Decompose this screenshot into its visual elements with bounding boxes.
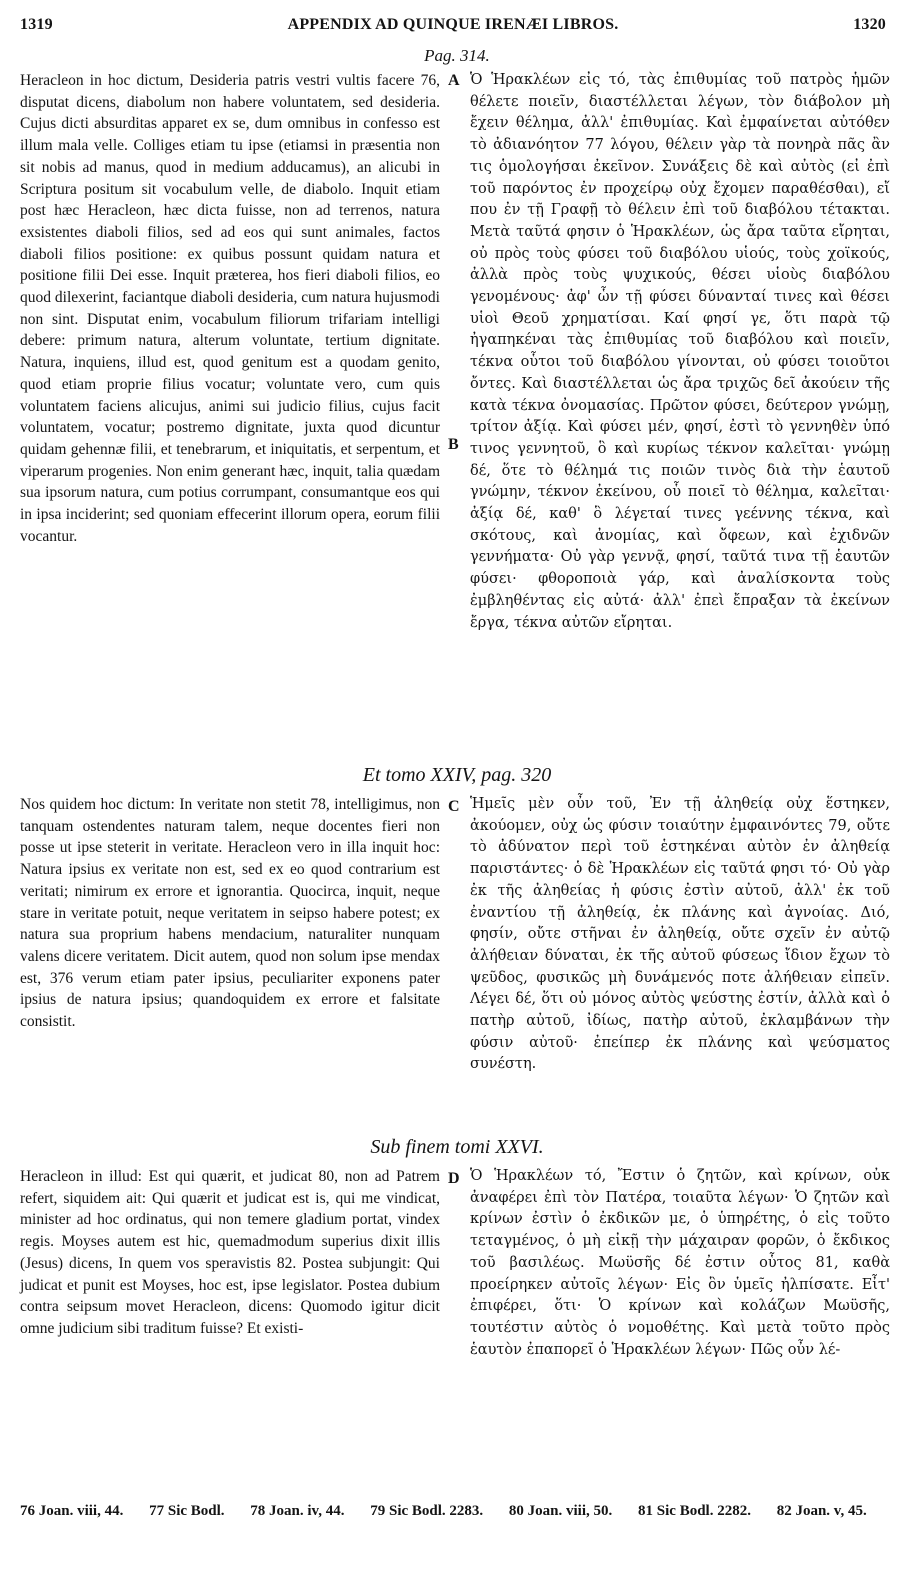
margin-marker-d: D — [448, 1170, 460, 1187]
section-heading-tomo-26: Sub finem tomi XXVI. — [370, 1136, 544, 1158]
margin-marker-b: B — [448, 436, 459, 453]
latin-column-2 — [20, 794, 440, 1124]
greek-paragraph-3: Ὁ Ἡρακλέων τό, Ἔστιν ὁ ζητῶν, καὶ κρίνων, οὐκ ἀναφέρει ἐπὶ τὸν Πατέρα, τοιαῦτα λέγων· Ὁ ζητῶν καὶ κρίνων ἐστὶν ὁ ἐκδικῶν με, ὁ ὑπηρέτης, ὁ εἰς τοῦτο τεταγμένος, ὁ μὴ εἰκῇ τὴν μάχαιραν φορῶν, ὁ ἔκδικος τοῦ βασιλέως. Μωϋσῆς δέ ἐστιν οὗτος 81, καθὰ προείρηκεν αὐτοῖς λέγων· Εἰς ὃν ὑμεῖς ἠλπίσατε. Εἶτ' ἐπιφέρει, ὅτι· Ὁ κρίνων καὶ κολάζων Μωϋσῆς, τουτέστιν αὐτὸς ὁ νομοθέτης. Καὶ μετὰ τοῦτο πρὸς ἑαυτὸν ἐπαπορεῖ ὁ Ἡρακλέων λέγων· Πῶς οὖν λέ- — [470, 1168, 890, 1358]
footnote-77: 77 Sic Bodl. — [149, 1503, 225, 1519]
footnotes — [20, 1500, 890, 1522]
page-reference: Pag. 314. — [424, 46, 490, 65]
margin-marker-c: C — [448, 798, 460, 815]
margin-marker-a: A — [448, 72, 460, 89]
latin-paragraph-3: Heracleon in illud: Est qui quærit, et judicat 80, non ad Patrem refert, siquidem ait: Qui quærit et judicat est is, qui me vindicat, minister ad hoc ordinatus, qui non temere gladium portat, vindex regis. Moyses autem est hic, quemadmodum superius dixit illis (Jesus) dicens, In quem vos speravistis 82. Postea subjungit: Qui judicat et punit est Moyses, hoc est, ipse legislator. Postea dubium contra seipsum movet Heracleon, dicens: Quomodo igitur dicit omne judicium sibi traditum fuisse? Et existi- — [20, 1168, 440, 1337]
latin-column-3 — [20, 1166, 440, 1496]
footnote-82: 82 Joan. v, 45. — [776, 1503, 867, 1519]
greek-column-2 — [470, 794, 890, 1124]
latin-paragraph-1: Heracleon in hoc dictum, Desideria patris vestri vultis facere 76, disputat dicens, diabolum non habere voluntatem, sed desideria. Cujus dicti absurditas apparet ex se, dum omnibus in confesso est illum mala velle. Colliges etiam tu ipse (etiamsi in præsentia non sit nobis ad manus, quod in medium adducamus), an alicubi in Scriptura positum sit vocabulum velle, de diabolo. Inquit etiam post hæc Heracleon, hæc dicta fuisse, non ad terrenos, natura exsistentes diaboli filios, sed ad eos qui sunt animales, factos diaboli filios positione: ex quibus possunt quidam natura et positione filii Dei esse. Inquit præterea, hos fieri diaboli filios, eo quod dilexerint, faciantque diaboli desideria, cum natura hujusmodi non sint. Disputat enim, vocabulum filiorum trifariam intelligi debere: primum natura, alterum voluntate, tertium dignitate. Natura, inquiens, illud est, quod genitum est a quodam genito, quod etiam proprie filius vocatur; voluntate vero, cum quis voluntatem faciens alicujus, animi sui judicio filius, cujus facit voluntatem, vocatur; postremo dignitate, juxta quod dicuntur quidam gehennæ filii, et tenebrarum, et iniquitatis, et serpentum, et viperarum progenies. Non enim generant hæc, inquit, talia quædam sua ipsorum natura, cum potius corrumpant, consumantque eos qui in ipsa inciderint; sed quoniam effecerint illorum opera, eorum filii vocantur. — [20, 72, 440, 545]
page-number-left: 1319 — [20, 16, 53, 33]
running-title: APPENDIX AD QUINQUE IRENÆI LIBROS. — [287, 16, 619, 33]
latin-column-1 — [20, 70, 440, 750]
footnote-78: 78 Joan. iv, 44. — [250, 1503, 345, 1519]
latin-paragraph-2: Nos quidem hoc dictum: In veritate non stetit 78, intelligimus, non tanquam ostendentes naturam talem, neque docentes fieri non posse ut ipse steterit in veritate. Heracleon vero in illa inquit hoc: Natura ipsius ex veritate non est, sed ex eo quod contrarium est veritati; nimirum ex errore et ignorantia. Quocirca, inquit, neque stare in veritate potuit, neque veritatem in seipso habere potest; ex natura sua proprium habens mendacium, naturaliter nunquam valens dicere veritatem. Dicit autem, quod non solum ipse mendax est, 376 verum etiam pater ipsius, peculiariter exponens pater ipsius de natura ipsius; quandoquidem ex errore et falsitate consistit. — [20, 796, 440, 1031]
greek-paragraph-1: Ὁ Ἡρακλέων εἰς τό, τὰς ἐπιθυμίας τοῦ πατρὸς ἡμῶν θέλετε ποιεῖν, διαστέλλεται λέγων, τὸν διάβολον μὴ ἔχειν θέλημα, ἀλλ' ἐπιθυμίας. Καὶ ἐμφαίνεται αὐτόθεν τὸ ἀδιανόητον 77 λόγου, θέλειν γὰρ τὰ πονηρὰ πᾶς ἂν τις ὁμολογήσαι ἐκεῖνον. Συνάξεις δὲ καὶ αὐτὸς (εἰ ἐπὶ τοῦ παρόντος ἐν προχείρῳ οὐχ ἔχομεν παραθέσθαι), εἴ που ἐν τῇ Γραφῇ τὸ θέλειν ἐπὶ τοῦ διαβόλου τέτακται. Μετὰ ταῦτά φησιν ὁ Ἡρακλέων, ὡς ἄρα ταῦτα εἴρηται, οὐ πρὸς τοὺς φύσει τοῦ διαβόλου υἱούς, τοὺς χοϊκούς, ἀλλὰ πρὸς τοὺς ψυχικούς, θέσει υἱοὺς διαβόλου γενομένους· ἀφ' ὧν τῇ φύσει δύνανταί τινες καὶ θέσει υἱοὶ Θεοῦ χρηματίσαι. Καί φησί γε, ὅτι παρὰ τῷ ἠγαπηκέναι τὰς ἐπιθυμίας τοῦ διαβόλου καὶ ποιεῖν, τέκνα οὗτοι τοῦ διαβόλου γίνονται, οὐ φύσει τοιοῦτοι ὄντες. Καὶ διαστέλλεται ὡς ἄρα τριχῶς δεῖ ἀκούειν τῆς κατὰ τέκνα ὀνομασίας. Πρῶτον φύσει, δεύτερον γνώμῃ, τρίτον ἀξίᾳ. Καὶ φύσει μέν, φησί, ἐστὶ τὸ γεννηθὲν ὑπό τινος γεννητοῦ, ὃ καὶ κυρίως τέκνον καλεῖται· γνώμῃ δέ, ὅτε τὸ θέλημά τις ποιῶν τινὸς διὰ τὴν ἑαυτοῦ γνώμην, τέκνον ἐκείνου, οὗ ποιεῖ τὸ θέλημα, καλεῖται· ἀξίᾳ δέ, καθ' ὃ λέγεταί τινες γεέννης τέκνα, καὶ σκότους, καὶ ἀνομίας, καὶ ὄφεων, καὶ ἐχιδνῶν γεννήματα· Οὐ γὰρ γεννᾷ, φησί, ταῦτά τινα τῇ ἑαυτῶν φύσει· φθοροποιὰ γάρ, καὶ ἀναλίσκοντα τοὺς ἐμβληθέντας εἰς αὐτά· ἀλλ' ἐπεὶ ἔπραξαν τὰ ἐκείνων ἔργα, τέκνα αὐτῶν εἴρηται. — [470, 72, 890, 631]
greek-column-1 — [470, 70, 890, 730]
page-number-right: 1320 — [853, 16, 886, 33]
greek-paragraph-2: Ἡμεῖς μὲν οὖν τοῦ, Ἐν τῇ ἀληθείᾳ οὐχ ἕστηκεν, ἀκούομεν, οὐχ ὡς φύσιν τοιαύτην ἐμφαινόντες 79, οὔτε τὸ ἀδύνατον περὶ τοῦ ἑστηκέναι αὐτὸν ἐν ἀληθείᾳ παριστάντες· ὁ δὲ Ἡρακλέων εἰς ταῦτά φησι τό· Οὐ γὰρ ἐκ τῆς ἀληθείας ἡ φύσις ἐστὶν αὐτοῦ, ἀλλ' ἐκ τοῦ ἐναντίου τῇ ἀληθείᾳ, ἐκ πλάνης καὶ ἀγνοίας. Διό, φησίν, οὔτε στῆναι ἐν ἀληθείᾳ, οὔτε σχεῖν ἐν αὐτῷ ἀλήθειαν δύναται, ἐκ τῆς αὐτοῦ φύσεως ἴδιον ἔχων τὸ ψεῦδος, φυσικῶς μὴ δυνάμενός ποτε ἀλήθειαν εἰπεῖν. Λέγει δέ, ὅτι οὐ μόνος αὐτὸς ψεύστης ἐστίν, ἀλλὰ καὶ ὁ πατὴρ αὐτοῦ, ἰδίως, πατὴρ αὐτοῦ, ἐκλαμβάνων τὴν φύσιν αὐτοῦ· ἐπείπερ ἐκ πλάνης καὶ ψεύσματος συνέστη. — [470, 796, 890, 1073]
footnote-81: 81 Sic Bodl. 2282. — [638, 1503, 751, 1519]
footnote-80: 80 Joan. viii, 50. — [508, 1503, 613, 1519]
running-header — [20, 16, 886, 42]
section-heading-tomo-24: Et tomo XXIV, pag. 320 — [362, 764, 552, 786]
footnote-79: 79 Sic Bodl. 2283. — [370, 1503, 484, 1519]
footnote-76: 76 Joan. viii, 44. — [20, 1503, 124, 1519]
greek-column-3 — [470, 1166, 890, 1496]
